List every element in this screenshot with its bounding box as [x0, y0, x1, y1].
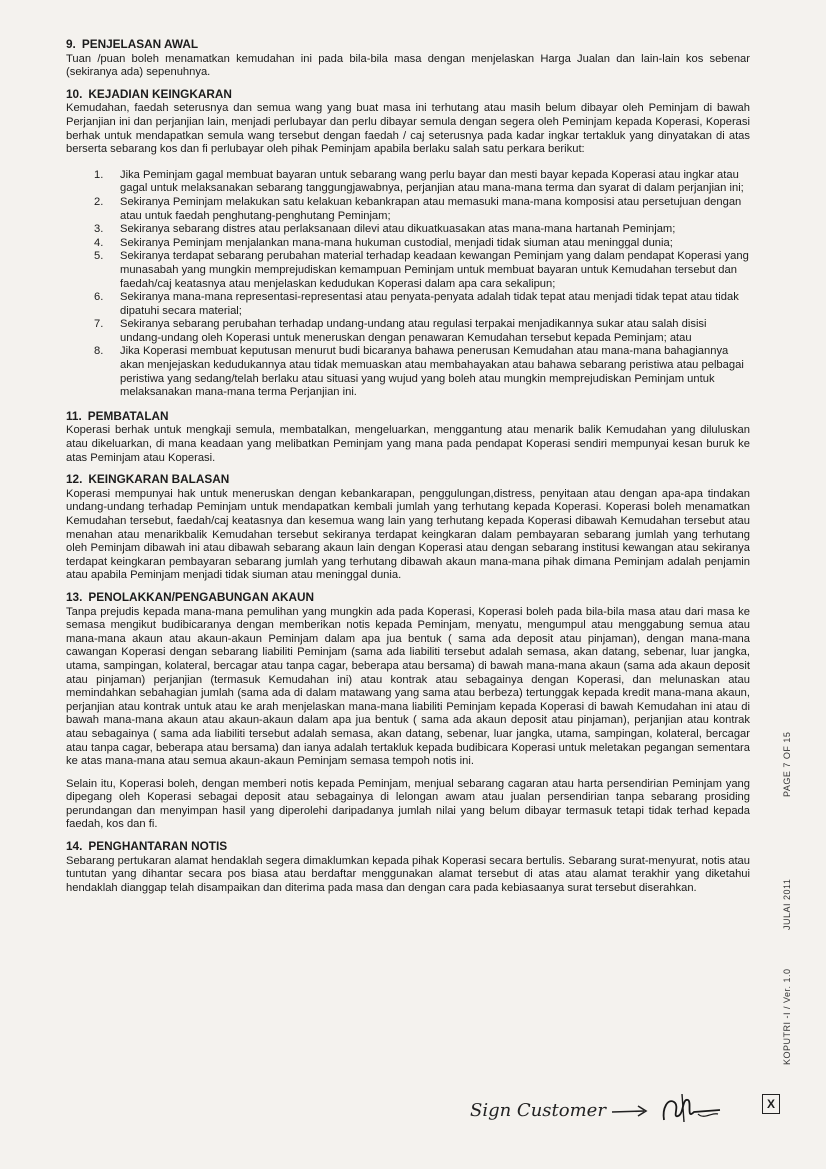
footer-sidebar [782, 731, 800, 1065]
section-title: KEINGKARAN BALASAN [88, 472, 230, 487]
default-events-list [66, 169, 750, 400]
list-item-number: 3. [94, 223, 104, 236]
section-title: PENJELASAN AWAL [81, 37, 199, 51]
section-1 [66, 38, 750, 80]
list-item [94, 345, 750, 399]
section-6 [66, 840, 750, 895]
section-number: 11. [66, 408, 82, 423]
list-item-text: Sekiranya Peminjam melakukan satu kelakuan kebankrapan atau memasuki mana-mana komposisi atau persetujuan dengan atau untuk faedah penghutang-penghutang Peminjam; [120, 195, 742, 222]
section-heading [66, 473, 750, 487]
section-title: PENOLAKKAN/PENGABUNGAN AKAUN [88, 589, 315, 604]
list-item-text: Sekiranya sebarang perubahan terhadap undang-undang atau regulasi terpakai menjadikannya sukar atau salah disisi undang-undang oleh Koperasi untuk meneruskan dengan penawaran Kemudahan tersebut kepada Peminjam; atau [120, 318, 707, 344]
page-number: PAGE 7 OF 15 [782, 731, 792, 797]
list-item [94, 250, 750, 291]
section-title: PEMBATALAN [87, 408, 169, 423]
list-item-number: 7. [94, 318, 104, 331]
section-4 [66, 473, 750, 583]
mark-box: X [762, 1094, 780, 1114]
list-item-text: Jika Peminjam gagal membuat bayaran untuk sebarang wang perlu bayar dan mesti bayar kepada Koperasi atau ingkar atau gagal untuk melaksanakan sebarang tanggungjawabnya, perjanjian atau mana-mana terma dan syarat di dalam perjanjian ini; [120, 168, 744, 195]
section-title: PENGHANTARAN NOTIS [88, 839, 228, 854]
handwritten-signature [658, 1090, 728, 1126]
section-2 [66, 88, 750, 400]
doc-code: KOPUTRI -I / Ver. 1.0 [782, 968, 792, 1065]
doc-date: JULAI 2011 [782, 878, 792, 930]
list-item-text: Sekiranya terdapat sebarang perubahan material terhadap keadaan kewangan Peminjam yang dalam pendapat Koperasi yang munasabah yang mungkin memprejudiskan kemampuan Peminjam untuk membuat bayaran untuk Kemudahan tersebut dan faedah/caj keatasnya atau menjelaskan kedudukan Koperasi dalam apa cara sekalipun; [120, 250, 749, 290]
section-heading [66, 840, 750, 854]
section-title: KEJADIAN KEINGKARAN [88, 86, 232, 101]
list-item-text: Sekiranya Peminjam menjalankan mana-mana hukuman custodial, menjadi tidak siuman atau meninggal dunia; [120, 236, 673, 249]
section-paragraph: Selain itu, Koperasi boleh, dengan memberi notis kepada Peminjam, menjual sebarang cagaran atau harta persendirian Peminjam yang dipegang oleh Koperasi sebagai deposit atau sebagainya di lelongan awam atau jualan persendirian tanpa sebarang prosiding perundangan dan menyimpan hasil yang diperolehi daripadanya jumlah nilai yang belum dibayar termasuk tetapi tidak terhad kepada faedah, kos dan fi. [66, 777, 750, 831]
section-number: 9. [66, 37, 76, 51]
list-item [94, 223, 750, 237]
section-heading [66, 410, 750, 424]
arrow-right-icon [610, 1104, 650, 1118]
section-5 [66, 591, 750, 832]
list-item [94, 318, 750, 345]
signature-row [470, 1088, 790, 1128]
list-item [94, 237, 750, 251]
sign-customer-label: Sign Customer [470, 1100, 606, 1121]
section-number: 13. [66, 589, 83, 604]
section-heading [66, 591, 750, 605]
section-heading [66, 88, 750, 102]
section-paragraph: Kemudahan, faedah seterusnya dan semua wang yang buat masa ini terhutang atau masih belum dibayar oleh Peminjam di bawah Perjanjian ini dan perjanjian lain, menjadi perlubayar dan perlu dibayar semula dengan segera oleh Peminjam kepada Koperasi, Koperasi berhak untuk mendapatkan semula wang tersebut dengan faedah / caj seterusnya pada kadar ingkar tertakluk yang dinyatakan di atas berserta sebarang kos dan fi perlubayar oleh pihak Peminjam apabila berlaku salah satu perkara berikut: [66, 102, 750, 156]
section-paragraph: Koperasi berhak untuk mengkaji semula, membatalkan, mengeluarkan, menggantung atau menarik balik Kemudahan yang diluluskan atau dikeluarkan, di mana keadaan yang melibatkan Peminjam yang mana pada pendapat Koperasi sendiri mempunyai kesan buruk ke atas Peminjam atau Koperasi. [66, 424, 750, 464]
section-paragraph: Sebarang pertukaran alamat hendaklah segera dimaklumkan kepada pihak Koperasi secara bertulis. Sebarang surat-menyurat, notis atau tuntutan yang dihantar secara pos biasa atau berdaftar menggunakan alamat tersebut di atas atau alamat terakhir yang diketahui hendaklah dianggap telah disampaikan dan diterima pada masa dan dengan cara pada kebiasaanya surat tersebut diserahkan. [66, 854, 750, 894]
list-item-number: 4. [94, 236, 104, 249]
section-paragraph: Koperasi mempunyai hak untuk meneruskan dengan kebankarapan, penggulungan,distress, penyitaan atau dengan apa-apa tindakan undang-undang terhadap Peminjam untuk mendapatkan kembali jumlah yang terhutang kepada Koperasi. Koperasi boleh menamatkan Kemudahan tersebut, faedah/caj keatasnya dan kesemua wang lain yang terhutang kepada Koperasi dibawah Kemudahan tersebut atau menahan atau menarikbalik Kemudahan tersebut sekiranya terdapat keingkaran dalam pembayaran sebarang jumlah yang terhutang oleh Peminjam dibawah ini atau dibawah sebarang akaun lain dengan Koperasi atau dengan sebarang institusi kewangan atau sekiranya terdapat keingkaran pembayaran sebarang jumlah yang terhutang dibawah akaun mana-mana pihak dimana Peminjam adalah penjamin atau apabila Peminjam menjadi tidak siuman atau meninggal dunia. [66, 487, 750, 582]
section-paragraph: Tuan /puan boleh menamatkan kemudahan ini pada bila-bila masa dengan menjelaskan Harga Jualan dan lain-lain kos sebenar (sekiranya ada) sepenuhnya. [66, 52, 750, 79]
list-item [94, 291, 750, 318]
section-heading [66, 38, 750, 52]
list-item [94, 196, 750, 223]
list-item-number: 2. [94, 195, 104, 208]
document-body [66, 38, 750, 903]
section-number: 10. [66, 86, 83, 101]
list-item-number: 8. [94, 345, 104, 358]
section-3 [66, 410, 750, 465]
list-item-number: 6. [94, 291, 104, 304]
list-item-number: 5. [94, 250, 104, 263]
section-number: 14. [66, 839, 83, 854]
list-item-text: Jika Koperasi membuat keputusan menurut budi bicaranya bahawa penerusan Kemudahan atau mana-mana bahagiannya akan menjejaskan kedudukannya atau tidak memuaskan atau membahayakan atau bahawa sebarang peristiwa atau pelbagai peristiwa yang sedang/telah berlaku atau situasi yang wujud yang boleh atau mungkin memprejudiskan Peminjam untuk melaksanakan mana-mana terma Perjanjian ini. [120, 345, 744, 399]
list-item-number: 1. [94, 168, 104, 181]
section-number: 12. [66, 472, 83, 487]
list-item-text: Sekiranya mana-mana representasi-representasi atau penyata-penyata adalah tidak tepat atau menjadi tidak tepat atau tidak dipatuhi secara material; [120, 291, 739, 317]
list-item-text: Sekiranya sebarang distres atau perlaksanaan dilevi atau dikuatkuasakan atas mana-mana hartanah Peminjam; [120, 223, 676, 236]
section-paragraph: Tanpa prejudis kepada mana-mana pemulihan yang mungkin ada pada Koperasi, Koperasi boleh pada bila-bila masa atau dari masa ke semasa mengikut budibicaranya dengan memberikan notis kepada Peminjam, menyatu, mengumpul atau menggabung semua atau mana-mana akaun atau akaun-akaun Peminjam dalam apa jua bentuk ( sama ada deposit atau pinjaman), dengan mana-mana cawangan Koperasi dengan sebarang liabiliti Peminjam (sama ada liabiliti tersebut adalah semasa, akan datang, sebenar, luar jangka, utama, sampingan, kolateral, bercagar atau tanpa cagar, beberapa atau bersama) di bawah mana-mana akaun (sama ada akaun deposit atau pinjaman) perjanjian (termasuk Kemudahan ini) atau kontrak atau sebagainya dengan Koperasi, dan melunaskan atau memindahkan sebahagian jumlah (sama ada di dalam matawang yang sama atau berbeza) tertunggak kepada kredit mana-mana akaun, perjanjian atau kontrak untuk atau ke arah menjelaskan mana-mana liabiliti Peminjam kepada Koperasi di bawah Kemudahan ini atau di bawah mana-mana akaun atau akaun-akaun dalam apa jua bentuk ( sama ada akaun deposit atau pinjaman), perjanjian atau kontrak atau sebagainya ( sama ada liabiliti tersebut adalah semasa, akan datang, sebenar, luar jangka, utama, sampingan, kolateral, bercagar atau tanpa cagar, beberapa atau bersama) dan ianya adalah tertakluk kepada budibicara Koperasi untuk meletakan pegangan sementara ke atas mana-mana atau semua akaun-akaun Peminjam semasa tempoh notis ini. [66, 605, 750, 768]
list-item [94, 169, 750, 196]
